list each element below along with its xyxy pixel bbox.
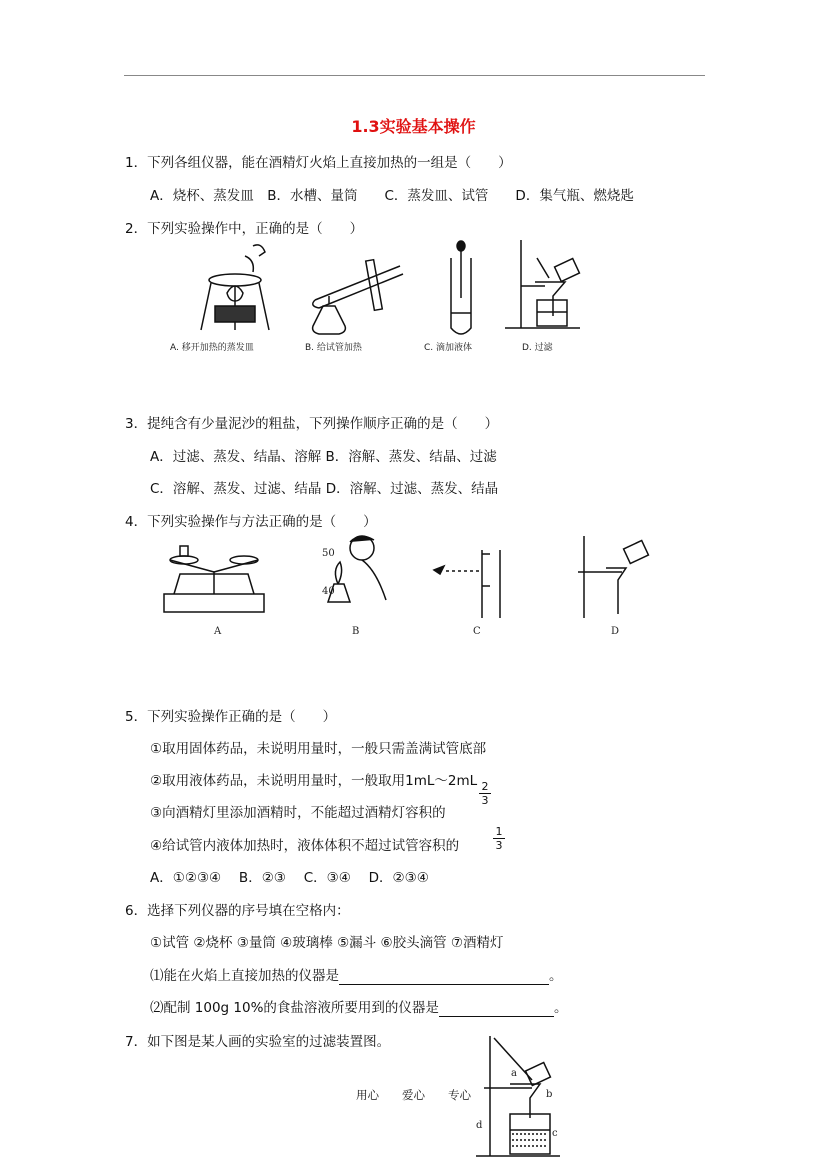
filtration-figure (505, 240, 580, 328)
balance-figure (164, 546, 264, 612)
question-4-figure (160, 532, 680, 622)
fig-7-label-c: c (552, 1128, 558, 1139)
pouring-filter-figure (578, 536, 648, 618)
evaporating-dish-figure (201, 245, 269, 330)
question-5-statement-2: ②取用液体药品，未说明用量时，一般取用1mL～2mL (150, 773, 478, 789)
question-5-options: A．①②③④ B．②③ C．③④ D．②③④ (150, 870, 429, 886)
fig-2-caption-b: B. 给试管加热 (305, 343, 362, 353)
fig-7-label-b: b (546, 1089, 553, 1100)
answer-blank-1[interactable] (339, 968, 549, 985)
fig-7-label-a: a (511, 1068, 517, 1079)
question-3-options-2: C．溶解、蒸发、过滤、结晶 D．溶解、过滤、蒸发、结晶 (150, 481, 499, 497)
heating-test-tube-figure (313, 260, 403, 334)
question-4-stem: 4．下列实验操作与方法正确的是（ ） (125, 514, 377, 530)
fig-4-label-b: B (352, 626, 360, 637)
question-6-part-1-end: 。 (549, 968, 563, 984)
smelling-gas-figure (328, 536, 386, 602)
fraction-two-thirds (479, 781, 491, 806)
reading-cylinder-figure (434, 550, 500, 618)
answer-blank-2[interactable] (439, 1000, 554, 1017)
question-6-part-2-text: ⑵配制 100g 10%的食盐溶液所要用到的仪器是 (150, 1000, 439, 1016)
question-2-stem: 2．下列实验操作中，正确的是（ ） (125, 221, 364, 237)
page-title: 1.3实验基本操作 (351, 117, 476, 136)
fraction-one-third (493, 826, 505, 851)
page-footer: 用心 爱心 专心 (356, 1088, 471, 1102)
fig-4-label-c: C (473, 626, 481, 637)
question-1-stem: 1．下列各组仪器，能在酒精灯火焰上直接加热的一组是（ ） (125, 155, 512, 171)
fraction-numerator: 1 (495, 825, 503, 838)
fraction-denominator: 3 (495, 839, 503, 852)
question-5-statement-3: ③向酒精灯里添加酒精时，不能超过酒精灯容积的 (150, 805, 446, 821)
scale-mark-40: 40 (322, 586, 335, 597)
question-6-part-1-text: ⑴能在火焰上直接加热的仪器是 (150, 968, 339, 984)
fraction-numerator: 2 (481, 780, 489, 793)
fig-2-caption-c: C. 滴加液体 (424, 343, 473, 353)
fig-4-label-a: A (214, 626, 222, 637)
header-rule (124, 75, 705, 76)
question-3-options-1: A．过滤、蒸发、结晶、溶解 B．溶解、蒸发、结晶、过滤 (150, 449, 497, 465)
fig-2-caption-a: A. 移开加热的蒸发皿 (170, 343, 254, 353)
fraction-denominator: 3 (481, 794, 489, 807)
question-7-stem: 7．如下图是某人画的实验室的过滤装置图。 (125, 1034, 391, 1050)
question-6-stem: 6．选择下列仪器的序号填在空格内： (125, 903, 350, 919)
question-6-part-1 (150, 964, 563, 985)
fig-4-label-d: D (611, 626, 620, 637)
question-5-stem: 5．下列实验操作正确的是（ ） (125, 709, 337, 725)
scale-mark-50: 50 (322, 548, 335, 559)
question-1-options: A．烧杯、蒸发皿 B．水槽、量筒 C．蒸发皿、试管 D．集气瓶、燃烧匙 (150, 188, 634, 204)
question-6-part-2-end: 。 (553, 1000, 568, 1016)
fig-7-label-d: d (476, 1120, 483, 1131)
fig-2-caption-d: D. 过滤 (522, 343, 553, 353)
question-3-stem: 3．提纯含有少量泥沙的粗盐，下列操作顺序正确的是（ ） (125, 416, 499, 432)
question-5-statement-1: ①取用固体药品，未说明用量时，一般只需盖满试管底部 (150, 741, 487, 757)
question-5-statement-4: ④给试管内液体加热时，液体体积不超过试管容积的 (150, 838, 460, 854)
dropper-figure (451, 241, 471, 334)
question-6-part-2 (150, 996, 567, 1017)
question-6-items: ①试管 ②烧杯 ③量筒 ④玻璃棒 ⑤漏斗 ⑥胶头滴管 ⑦酒精灯 (150, 935, 504, 951)
